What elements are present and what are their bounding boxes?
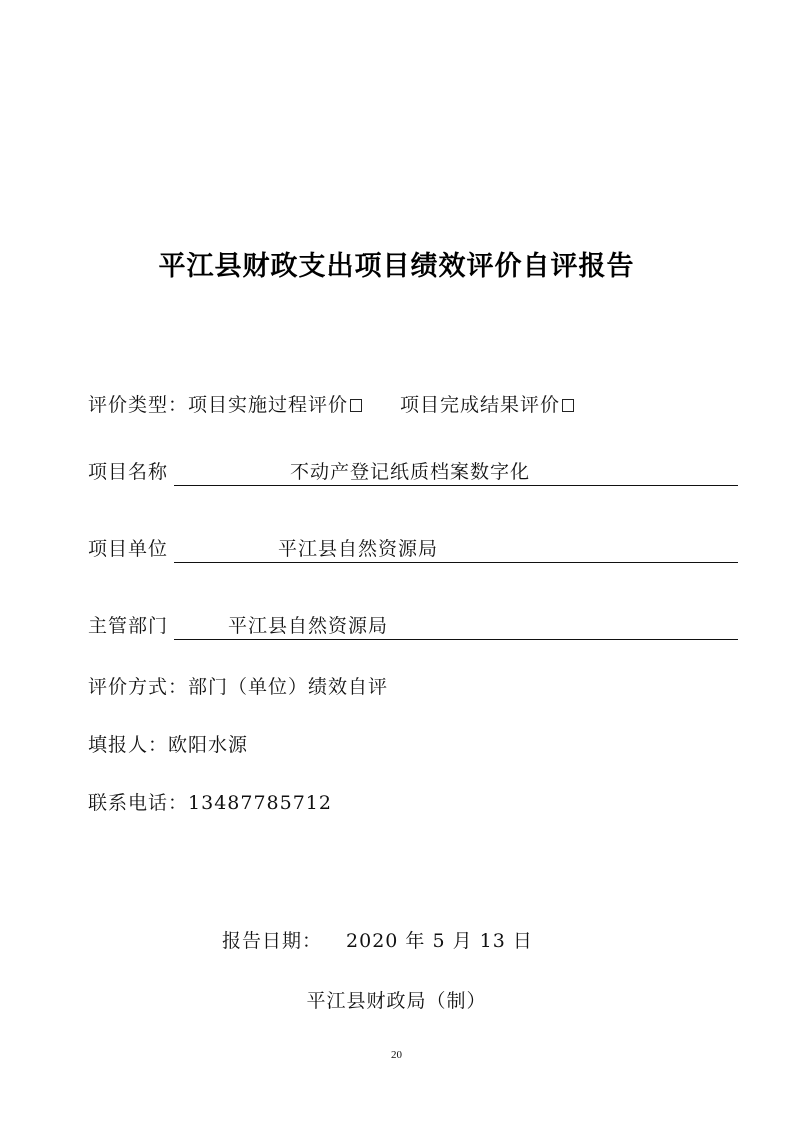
option-process-checkbox[interactable] (350, 399, 362, 412)
project-unit-label: 项目单位 (88, 538, 169, 560)
project-name-label: 项目名称 (88, 461, 169, 483)
issuer-line: 平江县财政局（制） (306, 990, 487, 1012)
phone-row (88, 791, 332, 815)
option-result-checkbox[interactable] (562, 399, 574, 412)
report-date-value: 2020 年 5 月 13 日 (346, 930, 533, 952)
evaluation-type-row (88, 393, 576, 417)
phone-value: 13487785712 (188, 792, 332, 814)
evaluation-type-label: 评价类型： (88, 394, 189, 416)
evaluation-method-row (88, 675, 388, 699)
reporter-value: 欧阳水源 (168, 734, 249, 756)
competent-department-field (88, 614, 738, 640)
report-date-row (222, 929, 533, 953)
page-number: 20 (391, 1049, 402, 1061)
option-process-label: 项目实施过程评价 (188, 394, 349, 416)
project-unit-value: 平江县自然资源局 (278, 538, 439, 560)
competent-department-underline (174, 639, 738, 640)
option-result-label: 项目完成结果评价 (400, 394, 561, 416)
evaluation-method-label: 评价方式： (88, 676, 189, 698)
reporter-label: 填报人： (88, 734, 169, 756)
phone-label: 联系电话： (88, 792, 189, 814)
project-name-field (88, 460, 738, 486)
document-title: 平江县财政支出项目绩效评价自评报告 (158, 251, 635, 282)
reporter-row (88, 733, 248, 757)
evaluation-method-value: 部门（单位）绩效自评 (188, 676, 389, 698)
competent-department-value: 平江县自然资源局 (228, 615, 389, 637)
project-unit-underline (174, 562, 738, 563)
competent-department-label: 主管部门 (88, 615, 169, 637)
project-name-underline (174, 485, 738, 486)
report-date-label: 报告日期： (222, 930, 323, 952)
project-unit-field (88, 537, 738, 563)
project-name-value: 不动产登记纸质档案数字化 (290, 461, 531, 483)
